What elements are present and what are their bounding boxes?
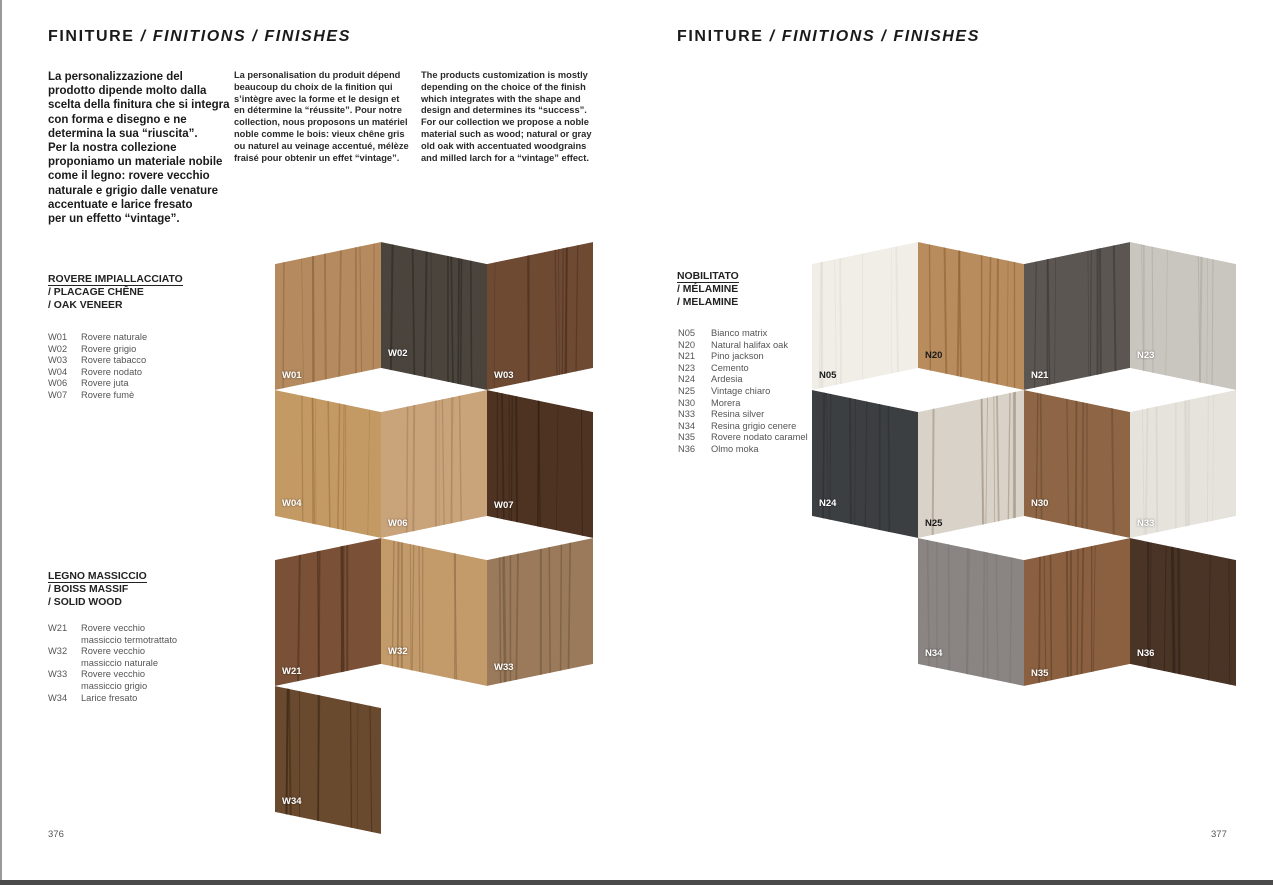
finish-name: Rovere naturale [81, 332, 148, 342]
spacer [48, 658, 81, 670]
finish-swatch-n30 [1024, 390, 1130, 538]
swatch-texture [1024, 390, 1130, 538]
finish-swatch-n25 [918, 390, 1024, 538]
text-line: naturale e grigio dalle venature [48, 184, 218, 197]
text-line: en détermine la “réussite”. Pour notre [234, 105, 402, 116]
finish-swatch-w32 [381, 538, 487, 686]
swatch-texture [1024, 242, 1130, 390]
finish-list-item [48, 646, 177, 658]
finish-swatch-w33 [487, 538, 593, 686]
finish-list-item [48, 332, 147, 344]
finish-swatch-n24 [812, 390, 918, 538]
finish-name: Rovere tabacco [81, 355, 147, 366]
finish-name: Rovere nodato [81, 366, 142, 377]
finish-swatch-w03 [487, 242, 593, 390]
finish-code: W34 [48, 692, 68, 703]
finish-swatch-w34 [275, 686, 381, 834]
text-line: prodotto dipende molto dalla [48, 85, 207, 98]
text-line: proponiamo un materiale nobile [48, 156, 223, 169]
section-title-line: / PLACAGE CHÊNE [48, 287, 144, 298]
swatch-texture [1024, 538, 1130, 686]
text-line: La personalisation du produit dépend [234, 70, 401, 80]
swatch-label: N35 [1031, 668, 1049, 679]
title-en: FINISHES [264, 28, 351, 45]
swatch-label: N34 [925, 648, 943, 659]
title-en: FINISHES [893, 28, 980, 45]
finish-list-item [678, 363, 808, 375]
solid-code-list [48, 623, 177, 704]
finish-code: N30 [678, 397, 696, 408]
left-page-title [48, 28, 351, 46]
title-sep: / [875, 28, 894, 45]
section-title-line: / MELAMINE [677, 297, 739, 308]
swatch-label: N33 [1137, 518, 1155, 529]
finish-name: Rovere grigio [81, 343, 137, 354]
finish-swatch-n33 [1130, 390, 1236, 538]
text-line: which integrates with the shape and [421, 93, 581, 104]
text-line: The products customization is mostly [421, 70, 588, 80]
right-page-title [677, 28, 980, 46]
swatch-texture [381, 390, 487, 538]
finish-list-item [678, 421, 808, 433]
swatch-label: N21 [1031, 370, 1049, 381]
text-line: determina la sua “riuscita”. [48, 127, 198, 140]
finish-swatch-w01 [275, 242, 381, 390]
text-line: old oak with accentuated woodgrains [421, 140, 587, 151]
finish-code: W32 [48, 646, 68, 657]
finish-swatch-n20 [918, 242, 1024, 390]
finish-name: Pino jackson [711, 351, 764, 362]
finish-code: N05 [678, 328, 696, 338]
finish-list-item [48, 344, 147, 356]
finish-swatch-w21 [275, 538, 381, 686]
text-line: design and determines its “success”. [421, 105, 587, 116]
finish-swatch-n21 [1024, 242, 1130, 390]
finish-code: N25 [678, 385, 696, 396]
swatch-label: W07 [494, 500, 514, 511]
finish-list-item-cont [48, 658, 177, 670]
text-line: s’intègre avec la forme et le design et [234, 93, 400, 104]
swatch-texture [918, 242, 1024, 390]
text-line: depending on the choice of the finish [421, 81, 586, 92]
finish-list-item [678, 398, 808, 410]
swatch-texture [918, 390, 1024, 538]
melamine-section-title [677, 270, 739, 309]
swatch-label: N36 [1137, 648, 1155, 659]
swatch-label: W32 [388, 646, 408, 657]
text-line: and milled larch for a “vintage” effect. [421, 152, 589, 163]
swatch-label: W02 [388, 348, 408, 359]
finish-swatch-n36 [1130, 538, 1236, 686]
spacer [48, 635, 81, 647]
finish-name: Rovere vecchio [81, 623, 146, 633]
finish-name: Ardesia [711, 374, 743, 385]
melamine-code-list [678, 328, 808, 456]
finish-list-item [678, 328, 808, 340]
text-line: con forma e disegno e ne [48, 113, 187, 126]
finish-name: Resina silver [711, 409, 765, 420]
finish-code: W02 [48, 343, 68, 354]
finish-swatch-w07 [487, 390, 593, 538]
section-title-line: ROVERE IMPIALLACCIATO [48, 274, 183, 285]
text-line: come il legno: rovere vecchio [48, 170, 210, 183]
finish-swatch-n05 [812, 242, 918, 390]
swatch-texture [1130, 390, 1236, 538]
finish-list-item [678, 444, 808, 456]
text-line: accentuate e larice fresato [48, 198, 193, 211]
swatch-texture [381, 538, 487, 686]
text-line: ou naturel au veinage accentué, mélèze [234, 140, 409, 151]
finish-code: N23 [678, 362, 696, 373]
finish-code: N21 [678, 351, 696, 362]
swatch-texture [381, 242, 487, 390]
finish-swatch-n34 [918, 538, 1024, 686]
title-sep: / [246, 28, 265, 45]
swatch-label: N24 [819, 498, 837, 509]
finish-swatch-n35 [1024, 538, 1130, 686]
finish-list-item [678, 409, 808, 421]
finish-code: W06 [48, 378, 68, 389]
section-title-line: / MÉLAMINE [677, 284, 739, 295]
finish-name: Vintage chiaro [711, 385, 771, 396]
swatch-texture [487, 242, 593, 390]
finish-name: Rovere vecchio [81, 669, 146, 680]
swatch-label: W06 [388, 518, 408, 529]
text-line: beaucoup du choix de la finition qui [234, 81, 393, 92]
finish-code: W33 [48, 669, 68, 680]
text-line: material such as wood; natural or gray [421, 128, 592, 139]
text-line: La personalizzazione del [48, 71, 183, 83]
swatch-texture [275, 686, 381, 834]
finish-code: N33 [678, 409, 696, 420]
finish-swatch-n23 [1130, 242, 1236, 390]
finish-list-item [48, 378, 147, 390]
finish-name: Rovere fumè [81, 389, 135, 400]
finish-list-item [48, 693, 177, 705]
solid-section-title [48, 570, 147, 609]
finish-name: Rovere vecchio [81, 646, 146, 657]
section-title-line: / BOISS MASSIF [48, 584, 129, 595]
title-sep: / [763, 28, 782, 45]
spacer [48, 681, 81, 693]
text-line: per un effetto “vintage”. [48, 213, 180, 226]
swatch-texture [487, 390, 593, 538]
swatch-label: W01 [282, 370, 302, 381]
title-it: FINITURE [677, 28, 764, 45]
swatch-label: W34 [282, 796, 302, 807]
finish-list-item [678, 386, 808, 398]
text-line: For our collection we propose a noble [421, 117, 589, 128]
finish-code: W03 [48, 355, 68, 366]
finish-name: Rovere nodato caramel [711, 432, 808, 443]
swatch-label: N30 [1031, 498, 1049, 509]
swatch-label: W04 [282, 498, 302, 509]
veneer-section-title [48, 273, 183, 312]
finish-name-cont: massiccio grigio [81, 680, 148, 691]
swatch-texture [275, 242, 381, 390]
veneer-code-list [48, 332, 147, 402]
text-line: fraisé pour obtenir un effet “vintage”. [234, 152, 400, 163]
finish-list-item [48, 390, 147, 402]
swatch-texture [1130, 538, 1236, 686]
finish-list-item [678, 432, 808, 444]
swatch-label: W03 [494, 370, 514, 381]
finish-name: Larice fresato [81, 692, 138, 703]
finish-code: N36 [678, 443, 696, 454]
finish-code: W21 [48, 623, 68, 633]
finish-swatch-w04 [275, 390, 381, 538]
finish-code: N24 [678, 374, 696, 385]
finish-swatch-w06 [381, 390, 487, 538]
swatch-texture [1130, 242, 1236, 390]
finish-name-cont: massiccio naturale [81, 657, 158, 668]
finish-code: N20 [678, 339, 696, 350]
swatch-texture [275, 390, 381, 538]
finish-name: Natural halifax oak [711, 339, 788, 350]
section-title-line: LEGNO MASSICCIO [48, 571, 147, 582]
finish-name: Cemento [711, 362, 749, 373]
title-fr: FINITIONS [152, 28, 247, 45]
finish-code: W01 [48, 332, 68, 342]
intro-english [421, 70, 592, 164]
finish-list-item [678, 374, 808, 386]
section-title-line: NOBILITATO [677, 271, 739, 282]
swatch-label: N05 [819, 370, 837, 381]
finish-list-item-cont [48, 681, 177, 693]
text-line: collection, nous proposons un matériel [234, 117, 408, 128]
page-number-right: 377 [1211, 829, 1227, 840]
finish-name: Olmo moka [711, 443, 759, 454]
finish-name: Morera [711, 397, 741, 408]
finish-list-item [678, 340, 808, 352]
finish-list-item [48, 367, 147, 379]
swatch-label: N23 [1137, 350, 1155, 361]
finish-list-item [48, 669, 177, 681]
title-it: FINITURE [48, 28, 135, 45]
swatch-texture [275, 538, 381, 686]
swatch-label: W21 [282, 666, 302, 677]
swatch-texture [812, 390, 918, 538]
finish-code: W07 [48, 389, 68, 400]
finish-list-item [678, 351, 808, 363]
finish-swatch-w02 [381, 242, 487, 390]
text-line: noble comme le bois: vieux chêne gris [234, 128, 405, 139]
intro-italian [48, 70, 230, 226]
intro-french [234, 70, 409, 164]
finish-name: Rovere juta [81, 378, 129, 389]
finish-code: W04 [48, 366, 68, 377]
page-number-left: 376 [48, 829, 64, 840]
finish-code: N34 [678, 420, 696, 431]
text-line: Per la nostra collezione [48, 142, 177, 155]
title-fr: FINITIONS [781, 28, 876, 45]
finish-name-cont: massiccio termotrattato [81, 634, 178, 645]
swatch-texture [918, 538, 1024, 686]
swatch-label: N25 [925, 518, 943, 529]
text-line: scelta della finitura che si integra [48, 99, 230, 112]
page-edge [0, 0, 2, 880]
finish-list-item [48, 355, 147, 367]
section-title-line: / SOLID WOOD [48, 597, 122, 608]
finish-name: Resina grigio cenere [711, 420, 797, 431]
finish-list-item [48, 623, 177, 635]
swatch-texture [812, 242, 918, 390]
finish-code: N35 [678, 432, 696, 443]
swatch-label: N20 [925, 350, 943, 361]
finish-name: Bianco matrix [711, 328, 768, 338]
swatch-label: W33 [494, 662, 514, 673]
finish-list-item-cont [48, 635, 177, 647]
title-sep: / [134, 28, 153, 45]
section-title-line: / OAK VENEER [48, 300, 123, 311]
